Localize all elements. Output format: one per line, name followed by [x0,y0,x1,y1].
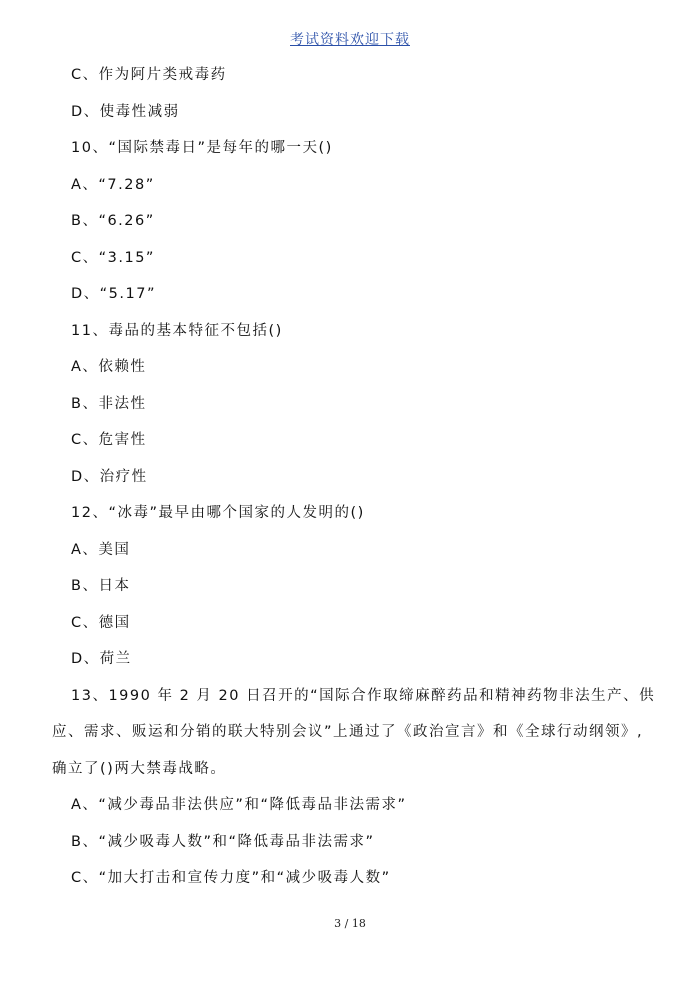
question-12: 12、“冰毒”最早由哪个国家的人发明的() [71,505,365,521]
option-b-q12: B、日本 [71,578,131,594]
option-c-q11: C、危害性 [71,432,147,448]
option-d-q9: D、使毒性减弱 [71,103,180,120]
question-13-line-2: 应、需求、贩运和分销的联大特别会议”上通过了《政治宣言》和《全球行动纲领》, [52,724,644,740]
question-10: 10、“国际禁毒日”是每年的哪一天() [71,140,333,156]
document-body [52,57,662,897]
option-b-q13: B、“减少吸毒人数”和“降低毒品非法需求” [71,833,375,850]
option-d-q12: D、荷兰 [71,651,132,667]
option-c-q12: C、德国 [71,614,131,631]
option-a-q13: A、“减少毒品非法供应”和“降低毒品非法需求” [71,797,407,813]
question-13-line-3: 确立了()两大禁毒战略。 [52,760,227,777]
option-d-q11: D、治疗性 [71,468,148,485]
option-c-q10: C、“3.15” [71,249,155,266]
option-c-q13: C、“加大打击和宣传力度”和“减少吸毒人数” [71,870,391,886]
question-13-line-1: 13、1990 年 2 月 20 日召开的“国际合作取缔麻醉药品和精神药物非法生产、供 [71,687,656,704]
header-download-link[interactable]: 考试资料欢迎下载 [290,32,410,48]
option-b-q10: B、“6.26” [71,213,155,229]
option-a-q10: A、“7.28” [71,176,155,193]
question-11: 11、毒品的基本特征不包括() [71,322,283,339]
option-a-q11: A、依赖性 [71,359,147,375]
page-number: 3 / 18 [334,917,366,930]
option-d-q10: D、“5.17” [71,286,156,302]
option-a-q12: A、美国 [71,541,131,558]
option-c-q9: C、作为阿片类戒毒药 [71,67,227,83]
option-b-q11: B、非法性 [71,395,147,412]
